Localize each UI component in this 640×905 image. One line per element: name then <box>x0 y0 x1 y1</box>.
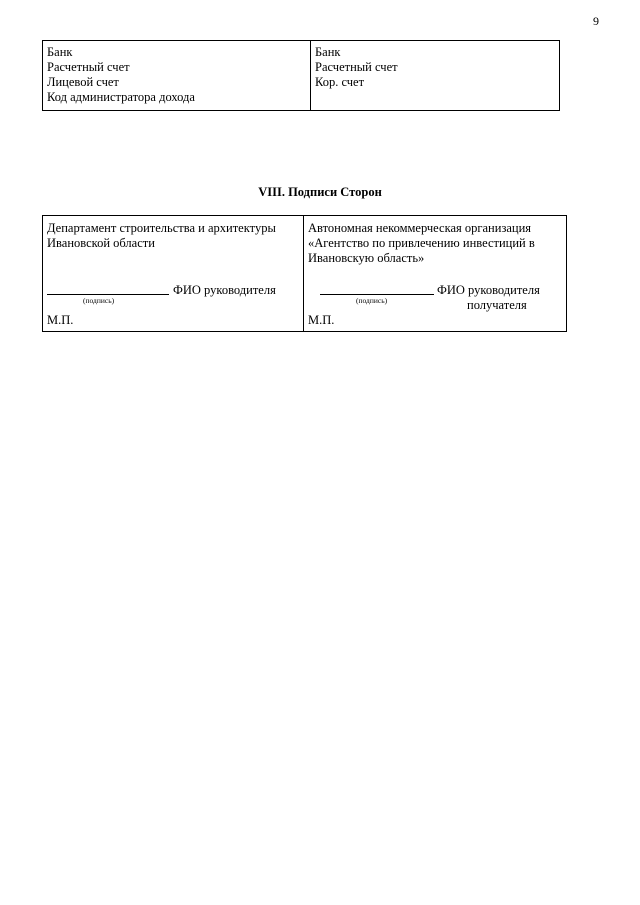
recipient-bank-cell <box>311 41 560 111</box>
revenue-admin-code-label: Код администратора дохода <box>47 90 195 104</box>
personal-account-label: Лицевой счет <box>47 75 119 89</box>
left-seal-label: М.П. <box>47 313 74 327</box>
left-signature-line <box>47 294 169 295</box>
section-title: VIII. Подписи Сторон <box>258 185 382 199</box>
bank-label: Банк <box>47 45 73 59</box>
signatures-table <box>42 215 567 332</box>
left-party-name: Департамент строительства и архитектуры Ивановской области <box>47 221 276 250</box>
right-party-signature-cell <box>304 216 567 332</box>
bank-details-table <box>42 40 560 111</box>
page-number: 9 <box>593 14 599 28</box>
left-fio-label: ФИО руководителя <box>173 283 276 297</box>
right-signature-caption: (подпись) <box>356 296 388 305</box>
payer-bank-cell <box>43 41 311 111</box>
right-signature-line <box>320 294 434 295</box>
right-seal-label: М.П. <box>308 313 335 327</box>
right-recipient-label: получателя <box>467 298 527 312</box>
right-party-name: Автономная некоммерческая организация «Агентство по привлечению инвестиций в Ивановскую область» <box>308 221 535 265</box>
settlement-account-label: Расчетный счет <box>315 60 398 74</box>
settlement-account-label: Расчетный счет <box>47 60 130 74</box>
bank-label: Банк <box>315 45 341 59</box>
left-party-signature-cell <box>43 216 304 332</box>
right-fio-label: ФИО руководителя <box>437 283 540 297</box>
correspondent-account-label: Кор. счет <box>315 75 365 89</box>
left-signature-caption: (подпись) <box>83 296 115 305</box>
